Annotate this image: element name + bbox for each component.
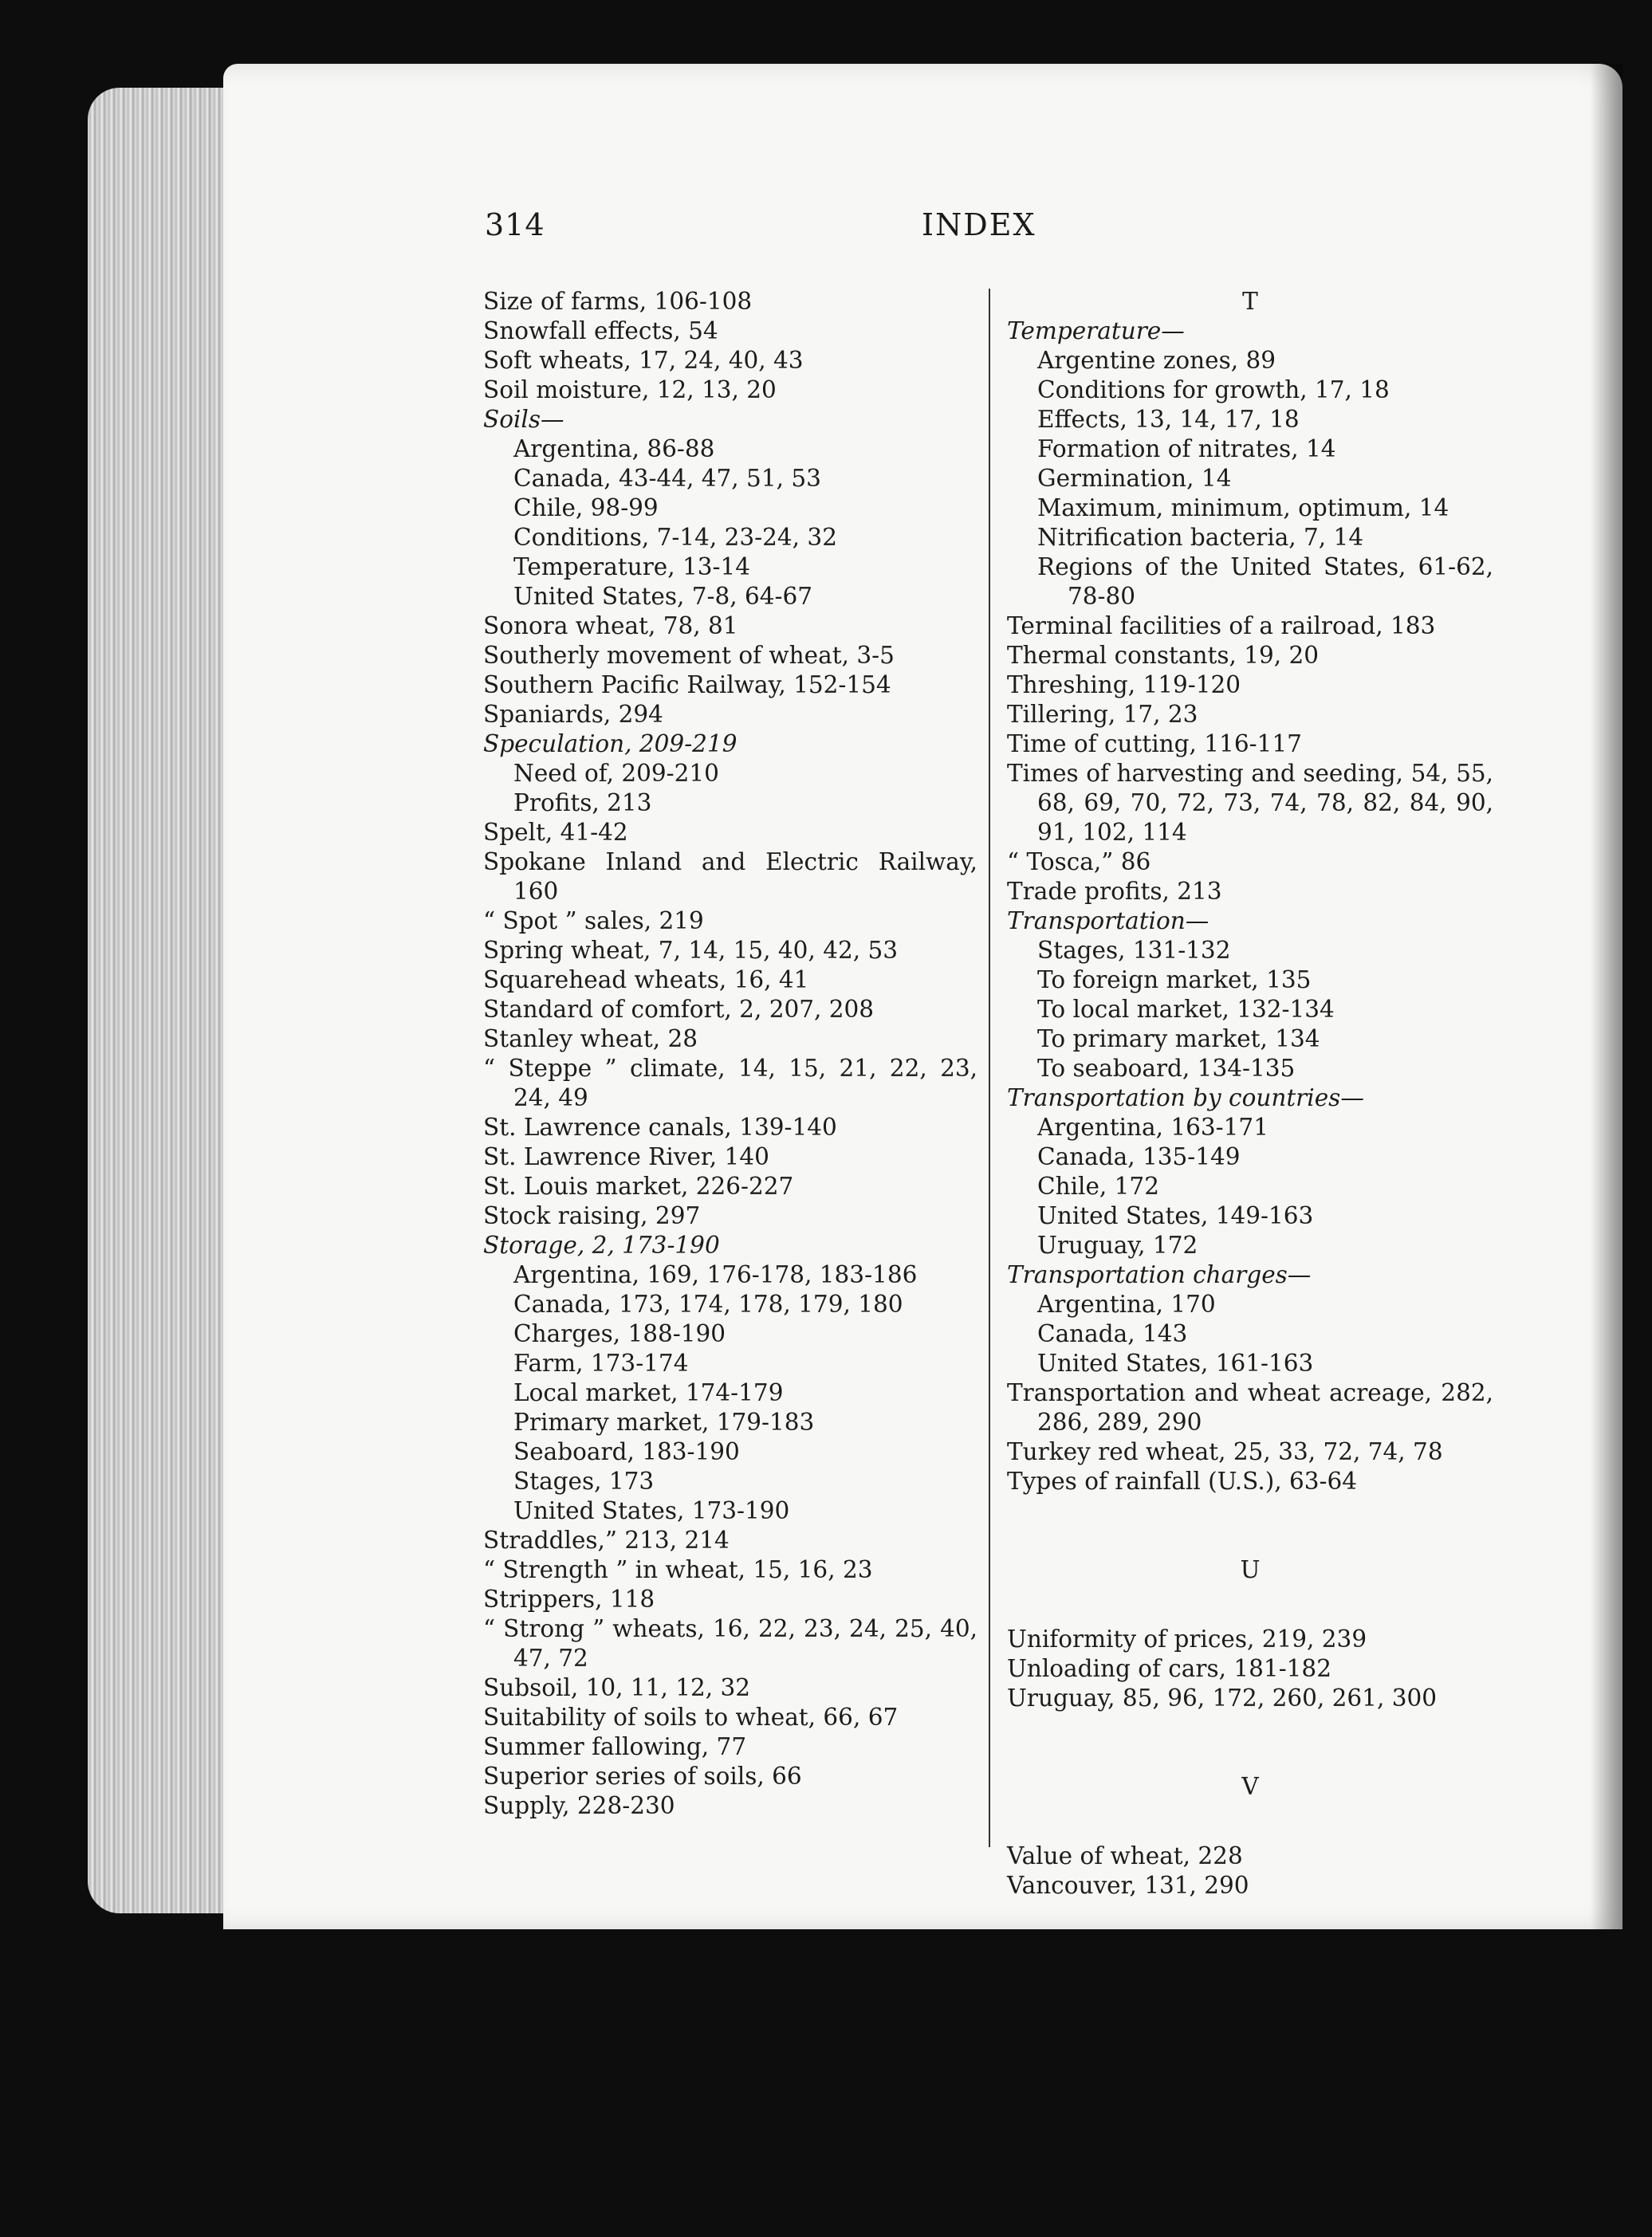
index-subentry: United States, 7-8, 64-67 — [513, 583, 813, 610]
index-entry: Turkey red wheat, 25, 33, 72, 74, 78 — [1007, 1438, 1443, 1465]
index-entry: “ Steppe ” climate, 14, 15, 21, 22, 23, 24, 49 — [483, 1055, 977, 1111]
index-subentry: Chile, 98-99 — [513, 494, 659, 521]
index-subentry: Formation of nitrates, 14 — [1037, 435, 1336, 462]
index-subentry: Argentine zones, 89 — [1037, 347, 1276, 374]
index-subentry: Stages, 131-132 — [1037, 937, 1231, 964]
index-entry: Vancouver, 131, 290 — [1007, 1872, 1249, 1899]
book-page-edges — [88, 88, 231, 1913]
index-entry: Superior series of soils, 66 — [483, 1763, 802, 1790]
index-entry: Stock raising, 297 — [483, 1202, 701, 1229]
index-subentry: Nitrification bacteria, 7, 14 — [1037, 524, 1364, 551]
index-column-left — [483, 287, 977, 1821]
index-entry: Trade profits, 213 — [1007, 878, 1222, 905]
section-letter-t: T — [1242, 288, 1258, 315]
index-entry: Straddles,” 213, 214 — [483, 1527, 730, 1554]
index-subentry: United States, 161-163 — [1037, 1350, 1314, 1377]
running-head-title: INDEX — [922, 207, 1036, 242]
index-subentry: Argentina, 163-171 — [1037, 1114, 1268, 1141]
index-subentry: Local market, 174-179 — [513, 1379, 784, 1406]
index-subentry: Argentina, 170 — [1037, 1291, 1216, 1318]
index-heading: Transportation— — [1007, 907, 1210, 934]
index-subentry: Conditions for growth, 17, 18 — [1037, 376, 1390, 403]
index-entry: St. Lawrence canals, 139-140 — [483, 1114, 837, 1141]
index-heading: Storage, 2, 173-190 — [483, 1232, 720, 1259]
index-heading: Soils— — [483, 406, 564, 433]
index-entry: Soft wheats, 17, 24, 40, 43 — [483, 347, 804, 374]
index-heading: Transportation charges— — [1007, 1261, 1312, 1288]
index-entry: Value of wheat, 228 — [1007, 1842, 1243, 1869]
index-entry: Time of cutting, 116-117 — [1007, 730, 1302, 757]
index-subentry: Profits, 213 — [513, 789, 652, 816]
index-subentry: Farm, 173-174 — [513, 1350, 689, 1377]
index-entry: Soil moisture, 12, 13, 20 — [483, 376, 777, 403]
index-subentry: Regions of the United States, 61-62, 78-80 — [1037, 553, 1493, 610]
index-entry: Southern Pacific Railway, 152-154 — [483, 671, 891, 698]
index-entry: St. Lawrence River, 140 — [483, 1143, 769, 1170]
index-subentry: Primary market, 179-183 — [513, 1409, 815, 1436]
index-heading: Speculation, 209-219 — [483, 730, 738, 757]
index-entry: Squarehead wheats, 16, 41 — [483, 966, 809, 993]
index-entry: Terminal facilities of a railroad, 183 — [1007, 612, 1436, 639]
index-subentry: Argentina, 86-88 — [513, 435, 715, 462]
index-subentry: Temperature, 13-14 — [513, 553, 751, 580]
index-subentry: Canada, 173, 174, 178, 179, 180 — [513, 1291, 903, 1318]
index-entry: Threshing, 119-120 — [1007, 671, 1241, 698]
index-subentry: Canada, 135-149 — [1037, 1143, 1241, 1170]
index-subentry: To primary market, 134 — [1037, 1025, 1320, 1052]
index-entry: Strippers, 118 — [483, 1586, 655, 1613]
index-entry: Uniformity of prices, 219, 239 — [1007, 1626, 1367, 1653]
index-subentry: To seaboard, 134-135 — [1037, 1055, 1296, 1082]
index-entry: Suitability of soils to wheat, 66, 67 — [483, 1704, 899, 1731]
column-divider — [989, 289, 990, 1847]
index-subentry: Conditions, 7-14, 23-24, 32 — [513, 524, 837, 551]
index-subentry: Stages, 173 — [513, 1468, 655, 1495]
index-entry: Tillering, 17, 23 — [1007, 701, 1198, 728]
index-entry: Times of harvesting and seeding, 54, 55, 68, 69, 70, 72, 73, 74, 78, 82, 84, 90, 91, 102, 114 — [1007, 760, 1493, 846]
index-subentry: Effects, 13, 14, 17, 18 — [1037, 406, 1300, 433]
index-entry: Types of rainfall (U.S.), 63-64 — [1007, 1468, 1358, 1495]
index-entry: Stanley wheat, 28 — [483, 1025, 698, 1052]
page-header — [485, 207, 1075, 247]
index-entry: “ Tosca,” 86 — [1007, 848, 1151, 875]
index-entry: Spring wheat, 7, 14, 15, 40, 42, 53 — [483, 937, 899, 964]
index-subentry: Charges, 188-190 — [513, 1320, 726, 1347]
index-subentry: Germination, 14 — [1037, 465, 1232, 492]
index-heading: Transportation by countries— — [1007, 1084, 1364, 1111]
index-subentry: To foreign market, 135 — [1037, 966, 1312, 993]
index-subentry: Canada, 143 — [1037, 1320, 1188, 1347]
index-section-v — [1007, 1842, 1493, 1901]
index-subentry: United States, 173-190 — [513, 1497, 790, 1524]
index-subentry: Need of, 209-210 — [513, 760, 719, 787]
index-entry: Uruguay, 85, 96, 172, 260, 261, 300 — [1007, 1685, 1438, 1712]
index-entry: Spokane Inland and Electric Railway, 160 — [483, 848, 977, 905]
index-subentry: Argentina, 169, 176-178, 183-186 — [513, 1261, 918, 1288]
index-heading: Temperature— — [1007, 317, 1185, 344]
section-letter-u: U — [1240, 1556, 1261, 1583]
index-section-u — [1007, 1625, 1493, 1713]
index-subentry: Maximum, minimum, optimum, 14 — [1037, 494, 1449, 521]
index-entry: Unloading of cars, 181-182 — [1007, 1655, 1331, 1682]
index-entry: Southerly movement of wheat, 3-5 — [483, 642, 895, 669]
section-letter-v: V — [1241, 1773, 1259, 1800]
index-subentry: Canada, 43-44, 47, 51, 53 — [513, 465, 821, 492]
index-entry: Supply, 228-230 — [483, 1792, 675, 1819]
index-entry: Spelt, 41-42 — [483, 819, 628, 846]
index-entry: “ Strength ” in wheat, 15, 16, 23 — [483, 1556, 873, 1583]
index-entry: “ Strong ” wheats, 16, 22, 23, 24, 25, 40, 47, 72 — [483, 1615, 977, 1672]
index-entry: St. Louis market, 226-227 — [483, 1173, 794, 1200]
index-entry: Standard of comfort, 2, 207, 208 — [483, 996, 875, 1023]
index-subentry: United States, 149-163 — [1037, 1202, 1314, 1229]
index-entry: Thermal constants, 19, 20 — [1007, 642, 1320, 669]
index-entry: “ Spot ” sales, 219 — [483, 907, 704, 934]
page-gutter-shadow — [1591, 64, 1622, 1929]
index-entry: Spaniards, 294 — [483, 701, 663, 728]
index-section-t — [1007, 316, 1493, 1496]
index-entry: Transportation and wheat acreage, 282, 286, 289, 290 — [1007, 1379, 1493, 1436]
index-entry: Snowfall effects, 54 — [483, 317, 718, 344]
index-entry: Subsoil, 10, 11, 12, 32 — [483, 1674, 751, 1701]
page-number: 314 — [485, 207, 545, 242]
index-entry: Summer fallowing, 77 — [483, 1733, 747, 1760]
index-subentry: To local market, 132-134 — [1037, 996, 1335, 1023]
index-entry: Size of farms, 106-108 — [483, 288, 753, 315]
index-subentry: Seaboard, 183-190 — [513, 1438, 740, 1465]
index-column-right — [1007, 287, 1493, 1901]
index-entry: Sonora wheat, 78, 81 — [483, 612, 738, 639]
index-subentry: Chile, 172 — [1037, 1173, 1159, 1200]
index-subentry: Uruguay, 172 — [1037, 1232, 1198, 1259]
